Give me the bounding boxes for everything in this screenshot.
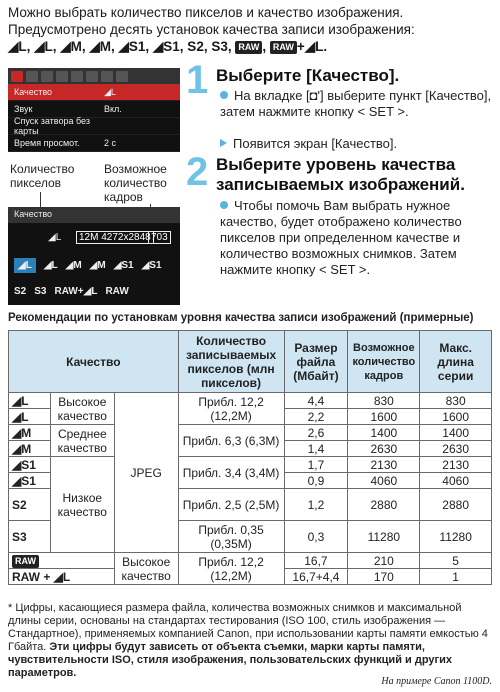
- quality-cell: ◢M: [9, 425, 51, 441]
- group-label: Среднее качество: [50, 425, 114, 457]
- size-cell: 2,2: [284, 409, 348, 425]
- bullet-icon: [220, 201, 228, 209]
- menu-tabs: [8, 68, 180, 84]
- size-cell: 1,4: [284, 441, 348, 457]
- size-cell: 1,7: [284, 457, 348, 473]
- footnote: [8, 602, 496, 680]
- shot-count-value: 703: [148, 231, 171, 244]
- quality-option[interactable]: ◢S1: [113, 259, 134, 271]
- tab-icon[interactable]: [71, 71, 83, 82]
- quality-cell: ◢M: [9, 441, 51, 457]
- quality-cell: [9, 553, 115, 569]
- quality-option[interactable]: ◢S1: [141, 259, 162, 271]
- quality-cell: RAW + ◢L: [9, 569, 115, 585]
- step-1-title: Выберите [Качество].: [216, 66, 400, 85]
- pixels-cell: Прибл. 6,3 (6,3M): [178, 425, 284, 457]
- quality-list: [8, 38, 496, 55]
- group-label: Высокое качество: [50, 393, 114, 425]
- shots-cell: 210: [348, 553, 420, 569]
- tab-icon[interactable]: [101, 71, 113, 82]
- burst-cell: 1600: [420, 409, 492, 425]
- quality-cell: ◢S1: [9, 473, 51, 489]
- caption-shots: Возможное количество кадров: [104, 162, 167, 204]
- footnote-text: * Цифры, касающиеся размера файла, количества возможных снимков и максимальной длины серии, основаны на стандартах тестирования (ISO 100, стиль изображения — Стандартное), применяемых компанией Canon, при использовании карты памяти емкостью 4 Гбайта.: [8, 602, 488, 653]
- step-2-bullet-1-text: Чтобы помочь Вам выбрать нужное качество, будет отображено количество пикселов при определенном качестве и количество возможных снимков. Затем нажмите кнопку < SET >.: [220, 198, 462, 277]
- quality-current: ◢L: [48, 232, 62, 243]
- intro-text: [8, 4, 496, 55]
- quality-list-sep: ,: [262, 39, 270, 54]
- step-1-bullet-2: [220, 136, 492, 152]
- step-2-number: 2: [186, 150, 209, 194]
- shots-cell: 2130: [348, 457, 420, 473]
- quality-screen-title: Качество: [8, 207, 180, 223]
- quality-cell: ◢L: [9, 409, 51, 425]
- burst-cell: 1: [420, 569, 492, 585]
- pixels-cell: Прибл. 12,2 (12,2M): [178, 553, 284, 585]
- quality-cell: ◢S1: [9, 457, 51, 473]
- burst-cell: 830: [420, 393, 492, 409]
- shots-cell: 1400: [348, 425, 420, 441]
- menu-item-value: 2 с: [104, 138, 117, 148]
- menu-item-review-time[interactable]: [8, 135, 180, 152]
- pixels-cell: Прибл. 2,5 (2,5M): [178, 489, 284, 521]
- format-label: JPEG: [114, 393, 178, 553]
- size-cell: 16,7+4,4: [284, 569, 348, 585]
- group-label: Высокое качество: [114, 553, 178, 585]
- table-row: [9, 553, 492, 569]
- burst-cell: 11280: [420, 521, 492, 553]
- step-1-bullet-2-text: Появится экран [Качество].: [233, 136, 398, 151]
- table-row: [9, 393, 492, 409]
- quality-option[interactable]: ◢M: [89, 259, 106, 271]
- tab-icon[interactable]: [26, 71, 38, 82]
- menu-item-label: Звук: [14, 104, 33, 114]
- quality-option[interactable]: ◢M: [65, 259, 82, 271]
- quality-option-large-fine[interactable]: ◢L: [14, 258, 36, 273]
- table-title: Рекомендации по установкам уровня качества записи изображений (примерные): [8, 312, 474, 324]
- table-row: [9, 425, 492, 441]
- size-cell: 1,2: [284, 489, 348, 521]
- caption-pixels: Количество пикселов: [10, 162, 75, 190]
- step-1-bullet-1: [220, 88, 492, 120]
- step-2-title: Выберите уровень качества записываемых изображений.: [216, 155, 465, 194]
- pixels-cell: Прибл. 12,2 (12,2M): [178, 393, 284, 425]
- quality-list-plus: +◢L.: [296, 39, 328, 54]
- raw-badge: RAW: [270, 41, 297, 54]
- menu-item-quality[interactable]: [8, 84, 180, 101]
- pixel-count-readout: [76, 232, 154, 243]
- quality-options: [14, 255, 176, 301]
- quality-cell: ◢L: [9, 393, 51, 409]
- step-1-number: 1: [186, 58, 209, 102]
- shots-cell: 2630: [348, 441, 420, 457]
- source-note: На примере Canon 1100D.: [381, 676, 492, 687]
- burst-cell: 2130: [420, 457, 492, 473]
- quality-screen: [8, 207, 180, 305]
- arrow-icon: [220, 139, 227, 147]
- shots-cell: 4060: [348, 473, 420, 489]
- table-row: [9, 457, 492, 473]
- burst-cell: 1400: [420, 425, 492, 441]
- group-label: Низкое качество: [50, 457, 114, 553]
- shots-cell: 2880: [348, 489, 420, 521]
- burst-cell: 4060: [420, 473, 492, 489]
- size-cell: 4,4: [284, 393, 348, 409]
- header-quality: Качество: [9, 331, 179, 393]
- shots-cell: 170: [348, 569, 420, 585]
- quality-option[interactable]: S2: [14, 285, 27, 297]
- size-cell: 0,3: [284, 521, 348, 553]
- menu-item-value: ◢L: [104, 86, 116, 97]
- burst-cell: 2880: [420, 489, 492, 521]
- raw-badge: RAW: [235, 41, 262, 54]
- tab-icon[interactable]: [41, 71, 53, 82]
- pixel-size-value: 12M 4272x2848: [76, 231, 154, 244]
- header-burst: Макс. длина серии: [420, 331, 492, 393]
- quality-option[interactable]: ◢L: [43, 259, 58, 271]
- burst-cell: 5: [420, 553, 492, 569]
- tab-icon[interactable]: [116, 71, 128, 82]
- tab-icon[interactable]: [86, 71, 98, 82]
- header-shots: Возможное количество кадров: [348, 331, 420, 393]
- menu-item-label: Спуск затвора без карты: [14, 116, 90, 136]
- step-1-bullet-1-text: На вкладке [◘'] выберите пункт [Качество], затем нажмите кнопку < SET >.: [220, 88, 492, 119]
- menu-item-label: Время просмот.: [14, 138, 80, 148]
- bullet-icon: [220, 91, 228, 99]
- intro-line-2: Предусмотрено десять установок качества записи изображения:: [8, 22, 415, 37]
- quality-option[interactable]: RAW+◢L: [54, 285, 98, 297]
- size-cell: 2,6: [284, 425, 348, 441]
- step-2-bullet-1: [220, 198, 492, 278]
- pixels-cell: Прибл. 3,4 (3,4M): [178, 457, 284, 489]
- quality-cell: S3: [9, 521, 51, 553]
- quality-list-items: ◢L, ◢L, ◢M, ◢M, ◢S1, ◢S1, S2, S3,: [8, 39, 236, 54]
- table-header-row: [9, 331, 492, 393]
- shot-count-readout: [148, 232, 171, 243]
- size-cell: 16,7: [284, 553, 348, 569]
- shots-cell: 11280: [348, 521, 420, 553]
- shots-cell: 1600: [348, 409, 420, 425]
- header-pixels: Количество записываемых пикселов (млн пикселов): [178, 331, 284, 393]
- quality-cell: S2: [9, 489, 51, 521]
- quality-option[interactable]: RAW: [105, 285, 129, 297]
- shooting-tab-icon[interactable]: [11, 71, 23, 82]
- quality-table: [8, 330, 492, 585]
- size-cell: 0,9: [284, 473, 348, 489]
- quality-option[interactable]: S3: [34, 285, 47, 297]
- pixels-cell: Прибл. 0,35 (0,35M): [178, 521, 284, 553]
- intro-line-1: Можно выбрать количество пикселов и качество изображения.: [8, 5, 404, 20]
- raw-badge: RAW: [12, 555, 39, 568]
- camera-menu-screen: [8, 68, 180, 152]
- menu-item-label: Качество: [14, 87, 53, 97]
- burst-cell: 2630: [420, 441, 492, 457]
- menu-item-value: Вкл.: [104, 104, 122, 114]
- tab-icon[interactable]: [56, 71, 68, 82]
- footnote-bold-text: Эти цифры будут зависеть от объекта съемки, марки карты памяти, чувствительности ISO, стиля изображения, пользовательских функций и других параметров.: [8, 641, 452, 679]
- header-size: Размер файла (Мбайт): [284, 331, 348, 393]
- menu-item-release-no-card[interactable]: [8, 118, 180, 135]
- shots-cell: 830: [348, 393, 420, 409]
